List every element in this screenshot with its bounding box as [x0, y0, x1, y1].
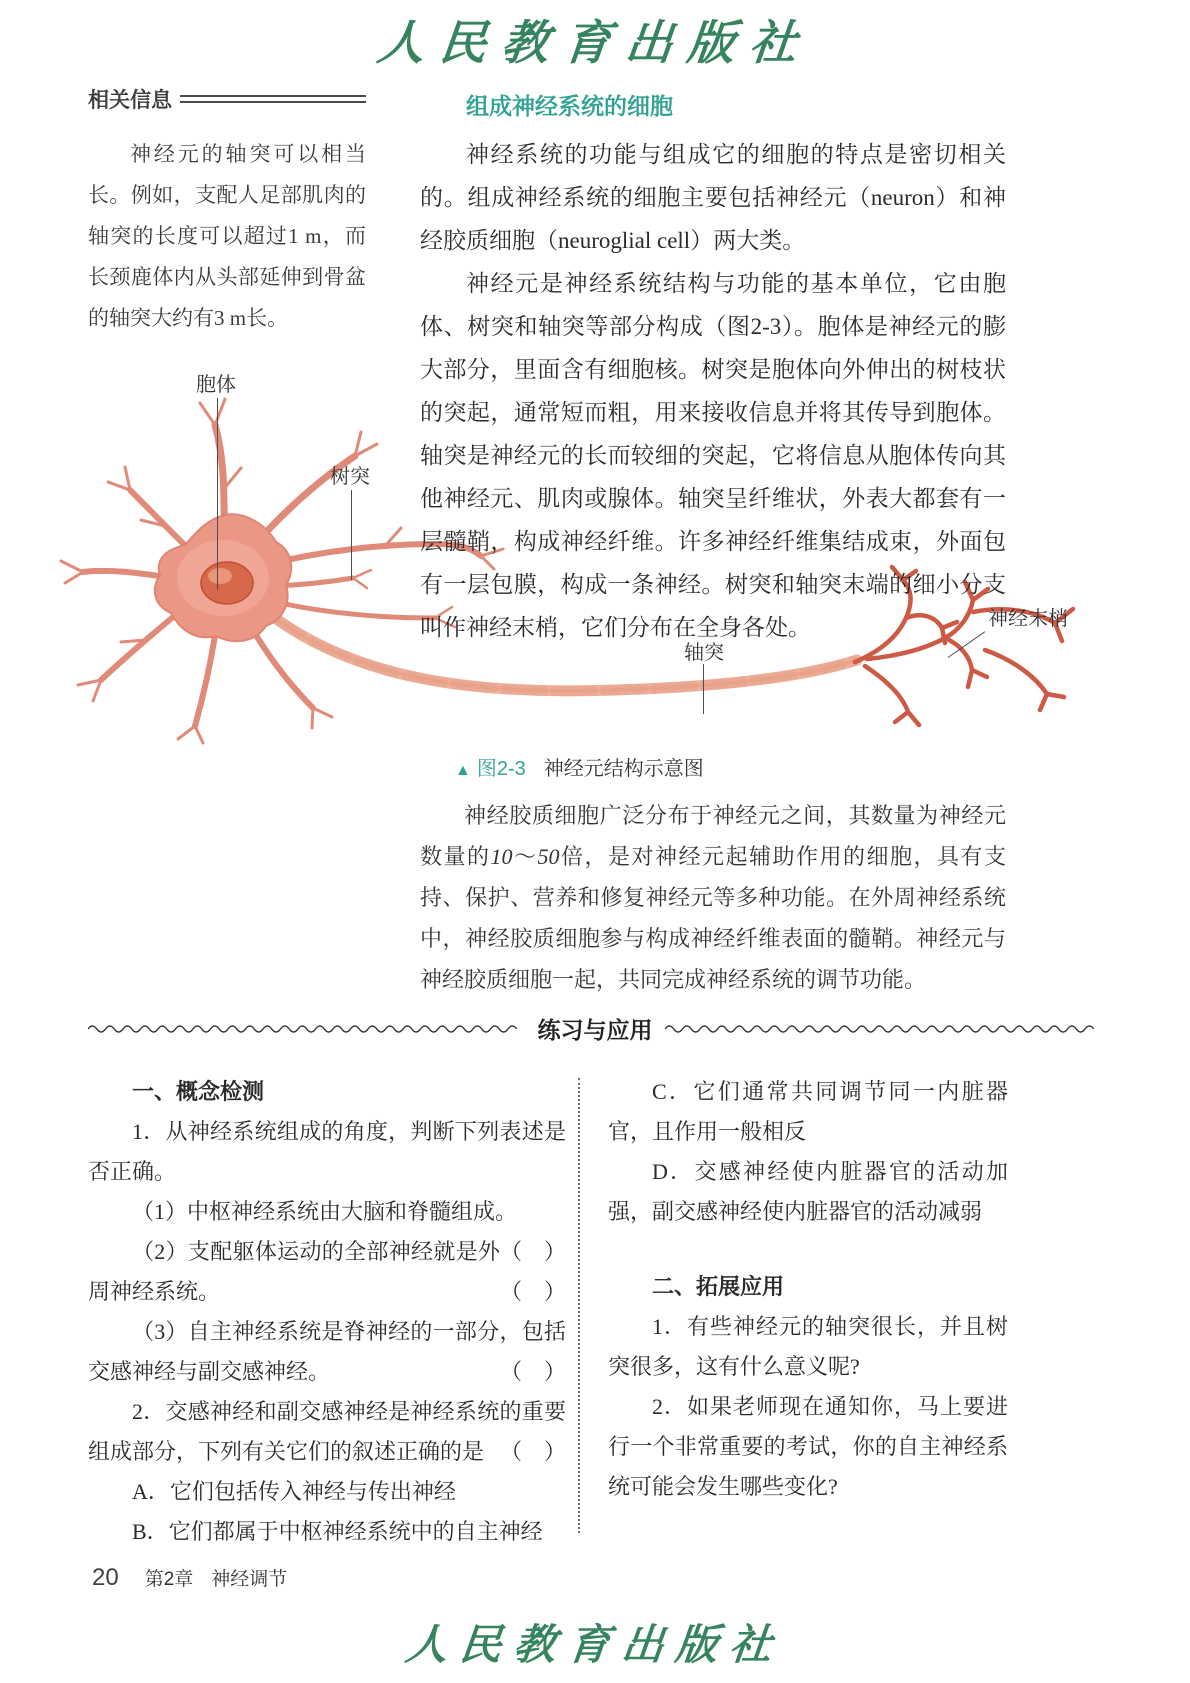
- spacer: [608, 1232, 1008, 1267]
- answer-blank: （ ）: [499, 1359, 566, 1384]
- column-divider: [578, 1078, 580, 1533]
- sidebar-note-text: 神经元的轴突可以相当长。例如，支配人足部肌肉的轴突的长度可以超过1 m，而长颈鹿体内从头部延伸到骨盆的轴突大约有3 m长。: [88, 142, 366, 330]
- answer-blank: （ ）: [499, 1439, 566, 1464]
- question-1-intro: 1．从神经系统组成的角度，判断下列表述是否正确。: [88, 1119, 566, 1184]
- exercises-left-column: [88, 1072, 566, 1552]
- extension-question-1: 1．有些神经元的轴突很长，并且树突很多，这有什么意义呢?: [608, 1314, 1008, 1379]
- wavy-rule-right: [665, 1023, 1103, 1035]
- question-1-item-2: [88, 1232, 566, 1312]
- sidebar-header: [88, 84, 366, 114]
- wavy-rule-left: [88, 1023, 526, 1035]
- page-number: 20: [92, 1564, 119, 1591]
- body-paragraph-1: 神经系统的功能与组成它的细胞的特点是密切相关的。组成神经系统的细胞主要包括神经元（neuron）和神经胶质细胞（neuroglial cell）两大类。: [420, 142, 1006, 253]
- label-cell-body: 胞体: [196, 374, 236, 396]
- question-1-item-3: [88, 1312, 566, 1392]
- caption-text: 神经元结构示意图: [543, 758, 704, 780]
- question-2-intro: [88, 1392, 566, 1472]
- exercises-header: [88, 1012, 1102, 1045]
- double-rule: [180, 95, 366, 103]
- extension-title: 二、拓展应用: [652, 1274, 785, 1299]
- option-d: D．交感神经使内脏器官的活动加强，副交感神经使内脏器官的活动减弱: [608, 1159, 1008, 1224]
- chapter-title: 神经调节: [211, 1569, 288, 1590]
- publisher-logo-top: 人民教育出版社: [374, 16, 815, 71]
- label-axon: 轴突: [684, 642, 724, 664]
- option-c: C．它们通常共同调节同一内脏器官，且作用一般相反: [608, 1079, 1008, 1144]
- leader-line-axon: [703, 664, 704, 714]
- question-1-item-1: [88, 1192, 566, 1264]
- sidebar-related-info: [88, 84, 366, 339]
- extension-question-2: 2．如果老师现在通知你，马上要进行一个非常重要的考试，你的自主神经系统可能会发生哪些变化?: [608, 1394, 1008, 1499]
- body-paragraph-3: 神经胶质细胞广泛分布于神经元之间，其数量为神经元数量的10～50倍，是对神经元起辅助作用的细胞，具有支持、保护、营养和修复神经元等多种功能。在外周神经系统中，神经胶质细胞参与构成神经纤维表面的髓鞘。神经元与神经胶质细胞一起，共同完成神经系统的调节功能。: [420, 803, 1006, 992]
- figure-caption: [455, 752, 704, 781]
- item-text: （3）自主神经系统是脊神经的一部分，包括交感神经与副交感神经。: [88, 1319, 566, 1384]
- leader-line-cell-body: [217, 398, 218, 590]
- main-column: [420, 88, 1006, 649]
- option-a: A．它们包括传入神经与传出神经: [132, 1479, 456, 1504]
- label-dendrite: 树突: [330, 466, 370, 488]
- option-b: B．它们都属于中枢神经系统中的自主神经: [132, 1519, 543, 1544]
- label-nerve-ending: 神经末梢: [988, 608, 1068, 630]
- item-text: （1）中枢神经系统由大脑和脊髓组成。: [132, 1199, 518, 1224]
- exercises-right-column: [608, 1072, 1008, 1507]
- exercises-heading: 练习与应用: [537, 1017, 653, 1043]
- chapter-number: 第2章: [144, 1569, 194, 1590]
- body-paragraph-2: 神经元是神经系统结构与功能的基本单位，它由胞体、树突和轴突等部分构成（图2-3）。胞体是神经元的膨大部分，里面含有细胞核。树突是胞体向外伸出的树枝状的突起，通常短而粗，用来接收信息并将其传导到胞体。轴突是神经元的长而较细的突起，它将信息从胞体传向其他神经元、肌肉或腺体。轴突呈纤维状，外表大都套有一层髓鞘，构成神经纤维。许多神经纤维集结成束，外面包有一层包膜，构成一条神经。树突和轴突末端的细小分支叫作神经末梢，它们分布在全身各处。: [420, 271, 1006, 640]
- concept-check-title: 一、概念检测: [132, 1079, 265, 1104]
- item-text: （2）支配躯体运动的全部神经就是外周神经系统。: [88, 1239, 500, 1304]
- answer-blank: （ ）: [499, 1279, 566, 1304]
- publisher-logo-bottom: 人民教育出版社: [403, 1620, 787, 1669]
- item-text: 2．交感神经和副交感神经是神经系统的重要组成部分，下列有关它们的叙述正确的是: [88, 1399, 566, 1464]
- page-footer: [92, 1564, 287, 1592]
- caption-triangle-icon: ▲: [455, 762, 471, 779]
- sidebar-title: 相关信息: [88, 89, 172, 112]
- section-heading: 组成神经系统的细胞: [466, 93, 673, 119]
- leader-line-dendrite: [351, 490, 352, 580]
- answer-blank: （ ）: [499, 1239, 566, 1264]
- caption-figure-number: 图2-3: [476, 758, 526, 780]
